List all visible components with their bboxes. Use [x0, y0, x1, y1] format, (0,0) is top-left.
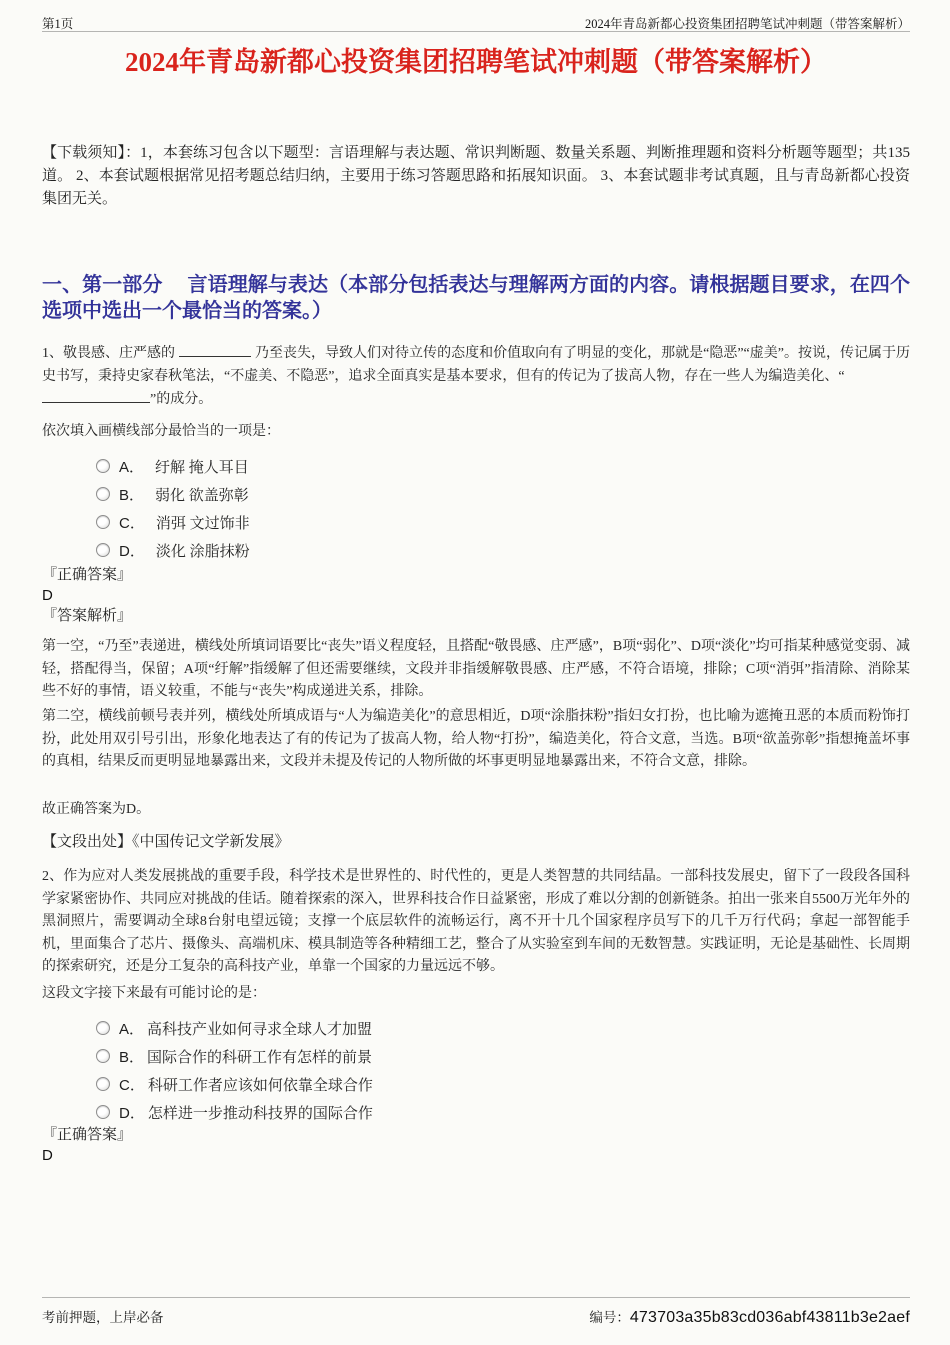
page-title: 2024年青岛新都心投资集团招聘笔试冲刺题（带答案解析）	[125, 47, 827, 77]
q1-analysis-paragraph-1: 第一空，“乃至”表递进，横线处所填词语要比“丧失”语义程度轻，且搭配“敬畏感、庄严感”，B项“弱化”、D项“淡化”均可指某种感觉变弱、减轻，搭配得当，保留；A项“纡解”指缓解了但还需要继续，文段并非指缓解敬畏感、庄严感，不符合语境，排除；C项“消弭”指清除、消除某些不好的事情，语义较重，不能与“丧失”构成递进关系，排除。	[42, 639, 910, 699]
correct-answer-value: D	[42, 587, 53, 604]
radio-icon[interactable]	[96, 543, 110, 557]
page-number: 第1页	[42, 17, 74, 31]
question-2-options	[42, 1014, 910, 1126]
question-2-stem: 2、作为应对人类发展挑战的重要手段，科学技术是世界性的、时代性的，更是人类智慧的共同结晶。一部科技发展史，留下了一段段各国科学家紧密协作、共同应对挑战的佳话。随着探索的深入，世界科技合作日益紧密，形成了难以分割的创新链条。拍出一张来自5500万光年外的黑洞照片，需要调动全球8台射电望远镜；支撑一个底层软件的流畅运行，离不开十几个国家程序员写下的几千万行代码；拿起一部智能手机，里面集合了芯片、摄像头、高端机床、模具制造等各种精细工艺，整合了从实验室到车间的无数智慧。实践证明，无论是基础性、长周期的探索研究，还是分工复杂的高科技产业，单靠一个国家的力量远远不够。	[42, 869, 910, 974]
q1-stem-part3: ”的成分。	[150, 392, 213, 407]
q1-analysis-paragraph-2: 第二空，横线前顿号表并列，横线处所填成语与“人为编造美化”的意思相近，D项“涂脂抹粉”指妇女打扮，也比喻为遮掩丑恶的本质而粉饰打扮，此处用双引号引出，形象化地表达了有的传记为了拔高人物，给人物“打扮”，编造美化，符合文意，当选。B项“欲盖弥彰”指想掩盖坏事的真相，结果反而更明显地暴露出来，文段并未提及传记的人物所做的坏事更明显地暴露出来，不符合文意，排除。	[42, 709, 910, 769]
option-text: 弱化 欲盖弥彰	[155, 487, 249, 504]
option-text: 科研工作者应该如何依靠全球合作	[147, 1077, 373, 1094]
radio-icon[interactable]	[96, 487, 110, 501]
radio-icon[interactable]	[96, 515, 110, 529]
q1-stem-part1: 1、敬畏感、庄严感的	[42, 346, 176, 361]
page-header	[42, 14, 910, 32]
option-letter: A．	[119, 1020, 145, 1038]
question-1-options	[42, 452, 910, 564]
question-1-prompt: 依次填入画横线部分最恰当的一项是：	[42, 424, 280, 439]
footer-slogan: 考前押题，上岸必备	[42, 1310, 164, 1325]
radio-icon[interactable]	[96, 1105, 110, 1119]
section-heading: 一、第一部分 言语理解与表达（本部分包括表达与理解两方面的内容。请根据题目要求，在四个选项中选出一个最恰当的答案。）	[42, 274, 910, 322]
question-1-stem	[42, 342, 910, 411]
q2-option-a[interactable]	[96, 1014, 910, 1042]
option-letter: C．	[119, 1076, 145, 1094]
correct-answer-value: D	[42, 1147, 53, 1164]
radio-icon[interactable]	[96, 459, 110, 473]
q1-blank-1	[179, 343, 251, 357]
option-text: 纡解 掩人耳目	[155, 459, 249, 476]
q1-option-b[interactable]	[96, 480, 910, 508]
option-text: 高科技产业如何寻求全球人才加盟	[147, 1021, 373, 1038]
running-title: 2024年青岛新都心投资集团招聘笔试冲刺题（带答案解析）	[584, 17, 910, 31]
radio-icon[interactable]	[96, 1049, 110, 1063]
header-divider	[42, 31, 910, 32]
footer-divider	[42, 1297, 910, 1298]
question-2-prompt: 这段文字接下来最有可能讨论的是：	[42, 986, 266, 1001]
q1-stem-part2: 乃至丧失，导致人们对待立传的态度和价值取向有了明显的变化，那就是“隐恶”“虚美”。按说，传记属于历史书写，秉持史家春秋笔法，“不虚美、不隐恶”，追求全面真实是基本要求，但有的传记为了拔高人物，存在一些人为编造美化、“	[42, 346, 911, 384]
radio-icon[interactable]	[96, 1021, 110, 1035]
correct-answer-label: 『正确答案』	[42, 567, 133, 583]
option-text: 消弭 文过饰非	[155, 515, 250, 532]
answer-analysis-label: 『答案解析』	[42, 608, 133, 624]
option-text: 淡化 涂脂抹粉	[155, 543, 250, 560]
correct-answer-label: 『正确答案』	[42, 1127, 133, 1143]
q1-blank-2	[42, 389, 150, 403]
q1-conclusion: 故正确答案为D。	[42, 802, 151, 817]
download-notice: 【下载须知】：1，本套练习包含以下题型：言语理解与表达题、常识判断题、数量关系题、判断推理题和资料分析题等题型；共135道。 2、本套试题根据常见招考题总结归纳，主要用于练习答题思路和拓展知识面。 3、本套试题非考试真题，且与青岛新都心投资集团无关。	[42, 145, 910, 207]
option-letter: C．	[119, 514, 145, 532]
option-letter: B．	[119, 486, 145, 504]
q2-option-d[interactable]	[96, 1098, 910, 1126]
option-letter: B．	[119, 1048, 145, 1066]
option-letter: D．	[119, 542, 145, 560]
footer-code	[589, 1306, 910, 1327]
page-footer	[42, 1306, 910, 1327]
q2-option-c[interactable]	[96, 1070, 910, 1098]
q1-option-a[interactable]	[96, 452, 910, 480]
q1-option-c[interactable]	[96, 508, 910, 536]
question-2-answer-block	[42, 1126, 910, 1167]
option-text: 国际合作的科研工作有怎样的前景	[147, 1049, 373, 1066]
q1-option-d[interactable]	[96, 536, 910, 564]
question-1-answer-block	[42, 566, 910, 626]
q1-source: 【文段出处】《中国传记文学新发展》	[42, 834, 290, 850]
footer-code-value: 473703a35b83cd036abf43811b3e2aef	[629, 1309, 910, 1326]
radio-icon[interactable]	[96, 1077, 110, 1091]
q2-option-b[interactable]	[96, 1042, 910, 1070]
footer-code-label: 编号：	[589, 1310, 630, 1325]
option-text: 怎样进一步推动科技界的国际合作	[147, 1105, 373, 1122]
option-letter: D．	[119, 1104, 145, 1122]
option-letter: A．	[119, 458, 145, 476]
